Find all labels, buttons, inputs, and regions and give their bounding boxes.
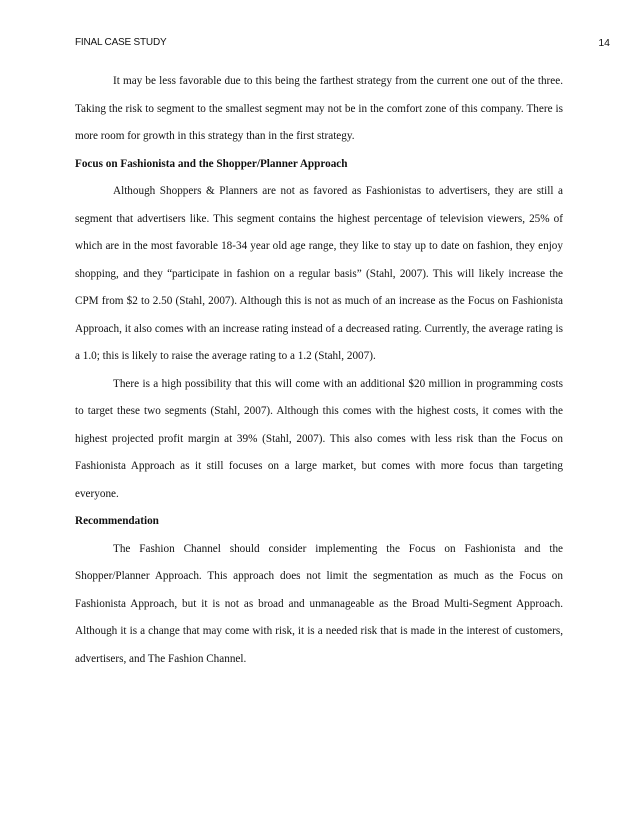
running-head: FINAL CASE STUDY bbox=[75, 37, 167, 48]
paragraph-shoppers-planners: Although Shoppers & Planners are not as favored as Fashionistas to advertisers, they are still a segment that advertisers like. This segment contains the highest percentage of television viewers, 25% of which are in the most favorable 18-34 year old age range, they like to stay up to date on fashion, they enjoy shopping, and they “participate in fashion on a regular basis” (Stahl, 2007). This will likely increase the CPM from $2 to 2.50 (Stahl, 2007). Although this is not as much of an increase as the Focus on Fashionista Approach, it also comes with an increase rating instead of a decreased rating. Currently, the average rating is a 1.0; this is likely to raise the average rating to a 1.2 (Stahl, 2007). bbox=[75, 185, 563, 362]
section-heading-recommendation: Recommendation bbox=[75, 515, 159, 527]
paragraph-programming-costs: There is a high possibility that this will come with an additional $20 million in programming costs to target these two segments (Stahl, 2007). Although this comes with the highest costs, it comes with the highest projected profit margin at 39% (Stahl, 2007). This also comes with less risk than the Focus on Fashionista Approach as it still focuses on a large market, but comes with more focus than targeting everyone. bbox=[75, 377, 563, 500]
page-number: 14 bbox=[598, 37, 610, 49]
paragraph-strategy-risk: It may be less favorable due to this being the farthest strategy from the current one out of the three. Taking the risk to segment to the smallest segment may not be in the comfort zone of this company. There is more room for growth in this strategy than in the first strategy. bbox=[75, 75, 563, 142]
section-heading-fashionista-shopper: Focus on Fashionista and the Shopper/Planner Approach bbox=[75, 157, 348, 170]
paragraph-recommendation: The Fashion Channel should consider implementing the Focus on Fashionista and the Shopper/Planner Approach. This approach does not limit the segmentation as much as the Focus on Fashionista Approach, but it is not as broad and unmanageable as the Broad Multi-Segment Approach. Although it is a change that may come with risk, it is a needed risk that is made in the interest of customers, advertisers, and The Fashion Channel. bbox=[75, 542, 563, 665]
document-body bbox=[75, 68, 563, 673]
